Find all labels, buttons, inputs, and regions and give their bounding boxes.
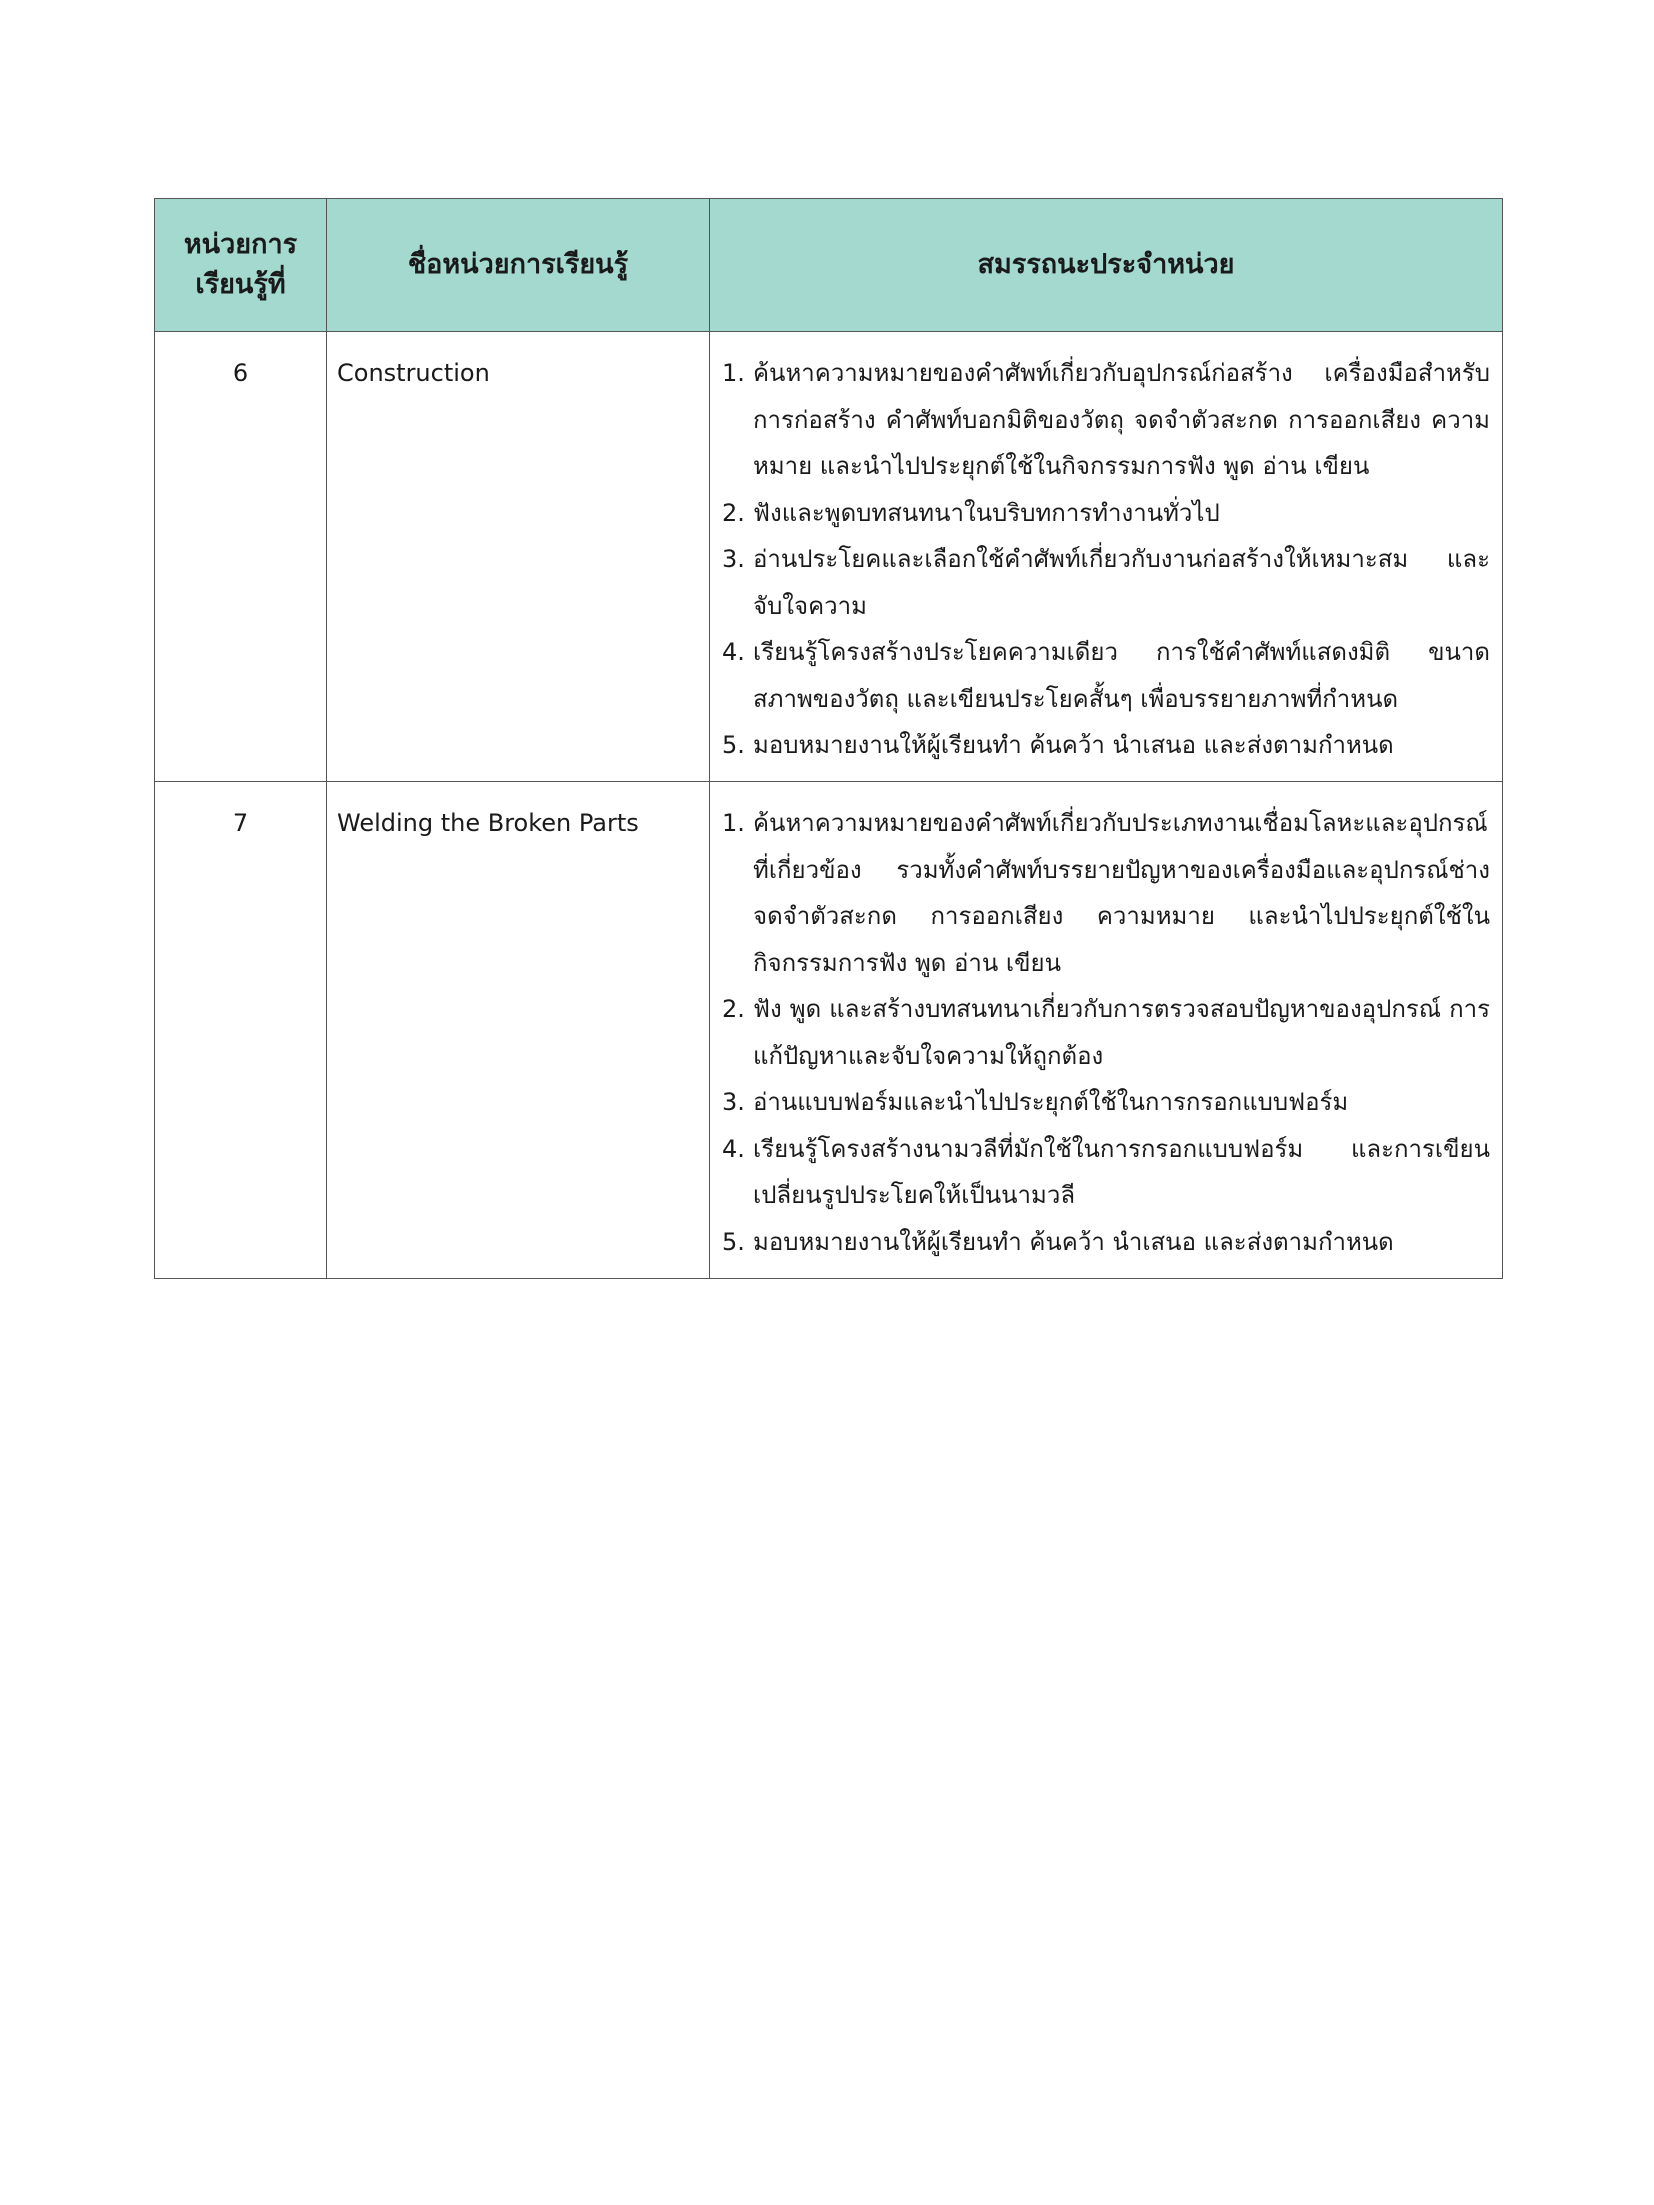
competency-item: 3. อ่านประโยคและเลือกใช้คำศัพท์เกี่ยวกับงานก่อสร้างให้เหมาะสม และจับใจความ	[722, 545, 1490, 620]
unit-number: 7	[155, 782, 327, 1279]
competency-cell	[710, 782, 1503, 1279]
table-row	[155, 332, 1503, 782]
competency-list	[722, 350, 1490, 769]
competency-item: 5. มอบหมายงานให้ผู้เรียนทำ ค้นคว้า นำเสนอ และส่งตามกำหนด	[722, 1227, 1394, 1256]
table-row	[155, 782, 1503, 1279]
header-competency: สมรรถนะประจำหน่วย	[710, 199, 1503, 332]
competency-item: 2. ฟัง พูด และสร้างบทสนทนาเกี่ยวกับการตรวจสอบปัญหาของอุปกรณ์ การแก้ปัญหาและจับใจความให้ถูกต้อง	[722, 995, 1490, 1070]
header-unit-no: หน่วยการเรียนรู้ที่	[155, 199, 327, 332]
unit-name: Welding the Broken Parts	[327, 782, 710, 1279]
competency-item: 1. ค้นหาความหมายของคำศัพท์เกี่ยวกับอุปกรณ์ก่อสร้าง เครื่องมือสำหรับการก่อสร้าง คำศัพท์บอกมิติของวัตถุ จดจำตัวสะกด การออกเสียง ความหมาย และนำไปประยุกต์ใช้ในกิจกรรมการฟัง พูด อ่าน เขียน	[722, 359, 1490, 480]
header-row	[155, 199, 1503, 332]
table-body	[155, 332, 1503, 1279]
unit-name: Construction	[327, 332, 710, 782]
unit-number: 6	[155, 332, 327, 782]
table-header	[155, 199, 1503, 332]
learning-units-table	[154, 198, 1503, 1279]
competency-item: 4. เรียนรู้โครงสร้างนามวลีที่มักใช้ในการกรอกแบบฟอร์ม และการเขียนเปลี่ยนรูปประโยคให้เป็นนามวลี	[722, 1134, 1490, 1209]
competency-item: 4. เรียนรู้โครงสร้างประโยคความเดียว การใช้คำศัพท์แสดงมิติ ขนาด สภาพของวัตถุ และเขียนประโยคสั้นๆ เพื่อบรรยายภาพที่กำหนด	[722, 638, 1490, 713]
competency-list	[722, 800, 1490, 1265]
competency-item: 1. ค้นหาความหมายของคำศัพท์เกี่ยวกับประเภทงานเชื่อมโลหะและอุปกรณ์ที่เกี่ยวข้อง รวมทั้งคำศัพท์บรรยายปัญหาของเครื่องมือและอุปกรณ์ช่าง จดจำตัวสะกด การออกเสียง ความหมาย และนำไปประยุกต์ใช้ในกิจกรรมการฟัง พูด อ่าน เขียน	[722, 809, 1490, 977]
competency-item: 5. มอบหมายงานให้ผู้เรียนทำ ค้นคว้า นำเสนอ และส่งตามกำหนด	[722, 731, 1394, 759]
competency-item: 3. อ่านแบบฟอร์มและนำไปประยุกต์ใช้ในการกรอกแบบฟอร์ม	[722, 1088, 1349, 1116]
competency-cell	[710, 332, 1503, 782]
header-unit-name: ชื่อหน่วยการเรียนรู้	[327, 199, 710, 332]
competency-item: 2. ฟังและพูดบทสนทนาในบริบทการทำงานทั่วไป	[722, 498, 1220, 527]
